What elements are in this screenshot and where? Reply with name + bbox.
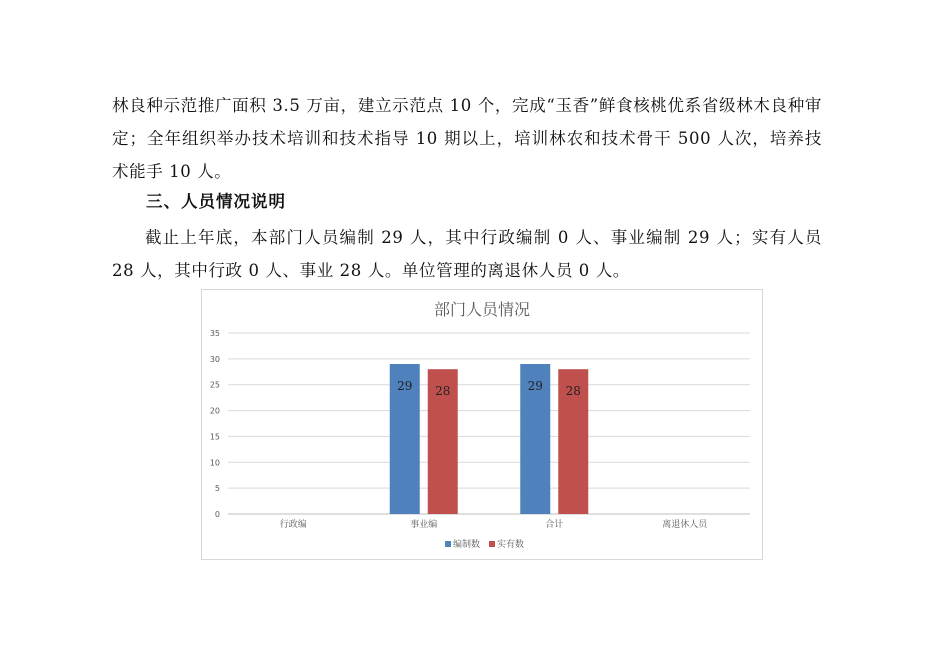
y-tick-label: 35 — [209, 329, 220, 338]
chart-canvas — [202, 290, 762, 559]
staff-chart — [201, 289, 763, 560]
data-label: 29 — [527, 379, 543, 394]
x-tick-label: 事业编 — [410, 520, 438, 530]
body-paragraph-2: 截止上年底，本部门人员编制 29 人，其中行政编制 0 人、事业编制 29 人；实有人员 28 人，其中行政 0 人、事业 28 人。单位管理的离退休人员 0 人。 — [112, 228, 822, 280]
y-tick-label: 25 — [209, 380, 220, 390]
body-paragraph-1: 林良种示范推广面积 3.5 万亩，建立示范点 10 个，完成“玉香”鲜食核桃优系省级林木良种审定；全年组织举办技术培训和技术指导 10 期以上，培训林农和技术骨干 500 人次，培养技术能手 10 人。 — [112, 96, 822, 181]
y-tick-label: 30 — [209, 354, 220, 364]
legend-label: 编制数 — [453, 540, 481, 550]
y-tick-label: 10 — [209, 458, 220, 468]
data-label: 28 — [435, 384, 451, 399]
y-tick-label: 5 — [214, 484, 220, 494]
legend-swatch — [489, 541, 495, 547]
x-tick-label: 离退休人员 — [662, 520, 708, 530]
data-label: 28 — [565, 384, 581, 399]
y-tick-label: 20 — [209, 406, 220, 416]
data-label: 29 — [397, 379, 413, 394]
x-tick-label: 合计 — [545, 520, 564, 530]
chart-title: 部门人员情况 — [433, 300, 531, 319]
section-heading: 三、人员情况说明 — [146, 192, 286, 211]
legend-label: 实有数 — [497, 540, 525, 550]
y-tick-label: 15 — [209, 432, 220, 442]
legend-swatch — [445, 541, 451, 547]
y-tick-label: 0 — [214, 510, 220, 519]
x-tick-label: 行政编 — [279, 520, 307, 530]
